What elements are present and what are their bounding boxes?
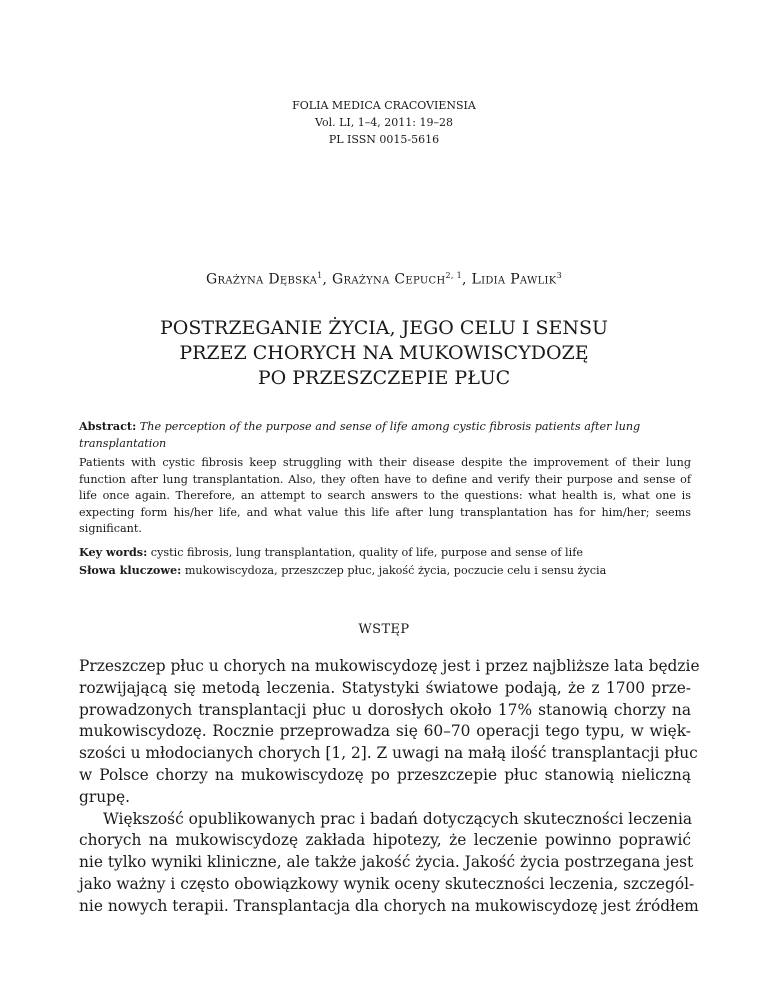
slowa-kluczowe-label: Słowa kluczowe: — [79, 562, 182, 577]
text-line: rozwijającą się metodą leczenia. Statystyki światowe podają, że z 1700 prze- — [79, 678, 691, 697]
text-line: nie tylko wyniki kliniczne, ale także jakość życia. Jakość życia postrzegana jest — [79, 853, 694, 872]
author-name: Grażyna Dębska — [206, 271, 318, 288]
text-line: chorych na mukowiscydozę zakłada hipotezy, że leczenie powinno poprawić — [79, 831, 691, 850]
keywords-line — [79, 544, 691, 562]
keywords-label: Key words: — [79, 545, 148, 559]
abstract-body: Patients with cystic fibrosis keep struggling with their disease despite the improvement of their lung function after lung transplantation. Also, they often have to define and verify their purpose and sense of life once again. Therefore, an attempt to search answers to the questions: what health is, what one is expecting form his/her life, and what value this life after lung transplantation has for him/her; seems significant. — [79, 456, 691, 535]
author-affiliation: 2, 1 — [445, 271, 462, 280]
text-line: szości u młodocianych chorych [1, 2]. Z uwagi na małą ilość transplantacji płuc — [79, 744, 698, 763]
section-heading: WSTĘP — [358, 622, 410, 637]
paper-title — [0, 316, 768, 391]
abstract-title: The perception of the purpose and sense of life among cystic fibrosis patients after lung transplantation — [79, 420, 641, 450]
slowa-kluczowe-text: mukowiscydoza, przeszczep płuc, jakość życia, poczucie celu i sensu życia — [184, 563, 607, 577]
author-name: Grażyna Cepuch — [332, 271, 446, 288]
title-line: POSTRZEGANIE ŻYCIA, JEGO CELU I SENSU — [159, 317, 609, 339]
text-line: prowadzonych transplantacji płuc u dorosłych około 17% stanowią chorzy na — [79, 700, 691, 719]
author-list: Grażyna Dębska$^1$, Grażyna Cepuch$^{2, 1}$, Lidia Pawlik$^3$ — [206, 271, 562, 288]
slowa-kluczowe-line — [79, 562, 691, 580]
keywords-text: cystic fibrosis, lung transplantation, quality of life, purpose and sense of life — [150, 546, 583, 559]
text-line: grupę. — [79, 787, 130, 806]
body-text — [79, 656, 700, 918]
author-affiliation: 3 — [556, 271, 562, 280]
journal-name: FOLIA MEDICA CRACOVIENSIA — [292, 99, 476, 112]
text-line: w Polsce chorzy na mukowiscydozę po przeszczepie płuc stanowią nieliczną — [79, 765, 691, 784]
journal-header — [0, 97, 768, 148]
author-affiliation: 1 — [317, 271, 323, 280]
keywords-block — [79, 544, 691, 579]
text-line: mukowiscydozę. Rocznie przeprowadza się 60–70 operacji tego typu, w więk- — [79, 722, 691, 741]
text-line: Przeszczep płuc u chorych na mukowiscydozę jest i przez najbliższe lata będzie — [79, 657, 700, 675]
title-line: PRZEZ CHORYCH NA MUKOWISCYDOZĘ — [179, 342, 589, 364]
author-name: Lidia Pawlik — [471, 271, 557, 288]
title-line: PO PRZESZCZEPIE PŁUC — [257, 367, 511, 389]
abstract-label: Abstract: — [79, 419, 137, 433]
text-line: Większość opublikowanych prac i badań dotyczących skuteczności leczenia — [103, 809, 693, 828]
journal-volume: Vol. LI, 1–4, 2011: 19–28 — [315, 116, 453, 129]
journal-issn: PL ISSN 0015-5616 — [328, 133, 440, 146]
text-line: jako ważny i często obowiązkowy wynik oceny skuteczności leczenia, szczegól- — [79, 874, 695, 893]
abstract-heading — [79, 418, 691, 452]
text-line: nie nowych terapii. Transplantacja dla chorych na mukowiscydozę jest źródłem — [79, 896, 699, 915]
